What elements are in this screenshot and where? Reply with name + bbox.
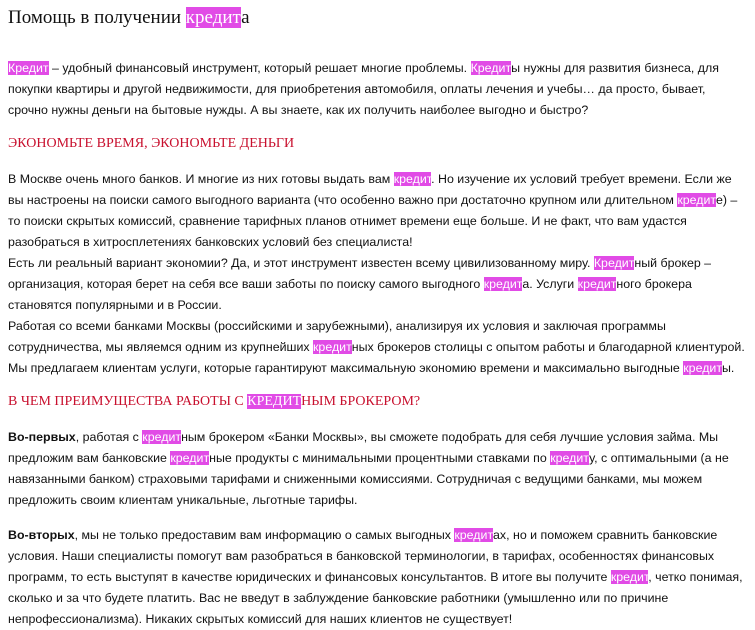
- title-text: Помощь в получении: [8, 7, 186, 28]
- search-highlight: кредит: [610, 570, 649, 584]
- search-highlight: кредит: [677, 193, 716, 207]
- search-highlight: КРЕДИТ: [247, 394, 302, 409]
- section1-paragraph: [8, 169, 747, 253]
- paragraph-text: ах, но и поможем сравнить банковские условия. Наши специалисты помогут вам разобраться в банковской терминологии, в тарифах, особенностях финансовых программ, то есть выступят в качестве юридических и финансовых консультантов. В итоге вы получите: [8, 528, 718, 584]
- search-highlight: кредит: [550, 451, 590, 465]
- intro-paragraph: [8, 58, 747, 121]
- page-title: [8, 6, 747, 30]
- search-highlight: Кредит: [8, 61, 49, 75]
- search-highlight: кредит: [170, 451, 210, 465]
- paragraph-text: у, с оптимальными (а не навязанными банком) страховыми тарифами и сниженными комиссиями. Сотрудничая с ведущими банками, мы можем предложить своим клиентам уникальные, льготные тарифы.: [8, 451, 729, 507]
- search-highlight: Кредит: [593, 256, 635, 270]
- section2-paragraph-second: [8, 525, 747, 630]
- search-highlight: кредит: [313, 340, 352, 354]
- title-text: а: [241, 7, 250, 28]
- paragraph-text: В Москве очень много банков. И многие из них готовы выдать вам: [8, 172, 394, 186]
- paragraph-text: , мы не только предоставим вам информацию о самых выгодных: [74, 528, 455, 542]
- heading-text: В ЧЕМ ПРЕИМУЩЕСТВА РАБОТЫ С: [8, 394, 248, 409]
- paragraph-text: – удобный финансовый инструмент, который решает многие проблемы.: [48, 61, 471, 75]
- paragraph-text: ным брокером «Банки Москвы», вы сможете подобрать для себя лучшие условия займа. Мы предложим вам банковские: [8, 430, 719, 465]
- paragraph-text: Работая со всеми банками Москвы (российскими и зарубежными), анализируя их условия и заключая программы сотрудничества, мы являемся одним из крупнейших: [8, 319, 666, 354]
- paragraph-text: ные продукты с минимальными процентными ставками по: [209, 451, 551, 465]
- search-highlight: кредит: [483, 277, 523, 291]
- paragraph-text: ного брокера становятся популярными и в России.: [8, 277, 692, 312]
- paragraph-text: , работая с: [75, 430, 143, 444]
- section-heading-advantages: [8, 393, 747, 411]
- heading-text: НЫМ БРОКЕРОМ?: [301, 394, 421, 409]
- search-highlight: кредит: [454, 528, 493, 542]
- search-highlight: кредит: [683, 361, 723, 375]
- paragraph-lead: Во-первых: [8, 430, 76, 444]
- search-highlight: кредит: [142, 430, 182, 444]
- paragraph-text: ных брокеров столицы с опытом работы и благодарной клиентурой. Мы предлагаем клиентам услуги, которые гарантируют максимальную экономию времени и максимально выгодные: [8, 340, 745, 375]
- section-heading-save-time: ЭКОНОМЬТЕ ВРЕМЯ, ЭКОНОМЬТЕ ДЕНЬГИ: [8, 136, 295, 151]
- paragraph-text: а. Услуги: [522, 277, 578, 291]
- search-highlight: кредит: [393, 172, 432, 186]
- search-highlight: кредит: [577, 277, 617, 291]
- paragraph-text: Есть ли реальный вариант экономии? Да, и этот инструмент известен всему цивилизованному миру.: [8, 256, 594, 270]
- paragraph-text: ы.: [722, 361, 735, 375]
- paragraph-text: . Но изучение их условий требует времени. Если же вы настроены на поиски самого выгодного варианта (что особенно важно при достаточно крупном или длительном: [8, 172, 732, 207]
- section2-paragraph-first: [8, 427, 747, 511]
- paragraph-text: ы нужны для развития бизнеса, для покупки квартиры и другой недвижимости, для приобретения автомобиля, оплаты лечения и учебы… да просто, бывает, срочно нужны деньги на бытовые нужды. А вы знаете, как их получить наиболее выгодно и быстро?: [8, 61, 719, 117]
- paragraph-text: ный брокер – организация, которая берет на себя все ваши заботы по поиску самого выгодного: [8, 256, 712, 291]
- paragraph-lead: Во-вторых: [8, 528, 75, 542]
- section1-paragraph: [8, 253, 747, 316]
- section1-paragraph: [8, 316, 747, 379]
- paragraph-text: , четко понимая, сколько и за что будете платить. Вас не введут в заблуждение банковские работники (умышленно или по причине непрофессионализма). Никаких скрытых комиссий для наших клиентов не существует!: [8, 570, 743, 626]
- search-highlight: кредит: [185, 7, 242, 28]
- paragraph-text: е) – то поиски скрытых комиссий, сравнение тарифных планов отнимет времени еще больше. И не факт, что вам удастся разобраться в хитросплетениях банковских условий без специалиста!: [8, 193, 738, 249]
- search-highlight: Кредит: [470, 61, 512, 75]
